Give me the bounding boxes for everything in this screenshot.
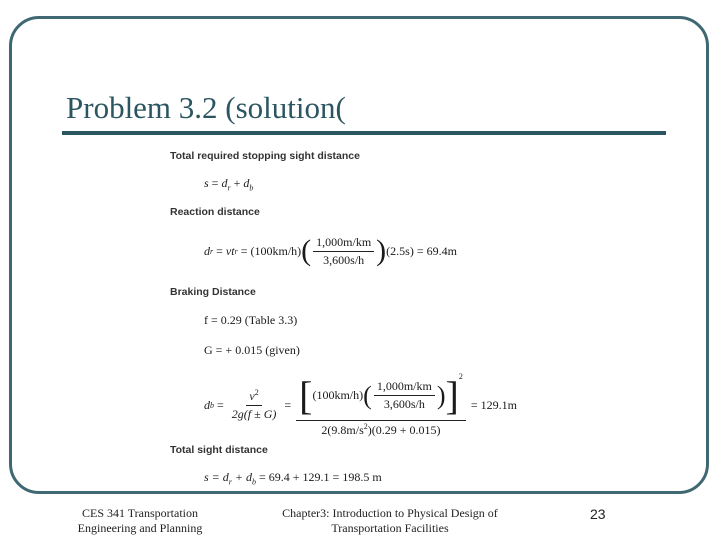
eq3-inner-right-paren: ) (436, 380, 446, 410)
friction-line: f = 0.29 (Table 3.3) (204, 313, 298, 327)
eq3-inner-fraction (374, 379, 435, 412)
eq3-inner-numerator: 1,000m/km (374, 379, 435, 396)
eq3-d-sub: b (210, 400, 214, 410)
eq3-formula-denominator: 2g(f ± G) (231, 407, 277, 421)
eq3-bracket-square: 2 (458, 372, 463, 381)
eq3-equals2: = (281, 397, 295, 412)
eq1-s: s (204, 176, 209, 190)
eq3-den-square: 2 (363, 422, 368, 431)
eq3-den-part1: 2(9.8m/s (321, 423, 364, 437)
eq1-d: d (221, 176, 228, 190)
eq3-value-denominator (318, 421, 443, 438)
eq1-b: b (249, 183, 254, 193)
equation-total-distance (204, 176, 253, 192)
eq3-left-bracket: [ (299, 373, 313, 418)
equation-reaction-distance (204, 234, 457, 268)
eq3-d: d (204, 397, 210, 412)
eq1-d2: d (243, 176, 250, 190)
eq3-den-part2: )(0.29 + 0.015) (367, 423, 441, 437)
eq3-result: = 129.1m (467, 397, 517, 412)
eq4-end: = 69.4 + 129.1 = 198.5 m (256, 470, 382, 484)
eq2-d: d (204, 243, 210, 258)
heading-braking-distance: Braking Distance (170, 286, 256, 298)
eq4-b: b (252, 477, 257, 487)
eq1-r: r (227, 183, 231, 193)
eq2-equals2: = (237, 243, 251, 258)
eq2-speed: (100km/h) (250, 243, 302, 258)
eq3-v: v (249, 389, 255, 403)
eq4-start: s = d (204, 470, 229, 484)
eq3-inner-denominator: 3,600s/h (383, 397, 425, 411)
eq1-plus: + (230, 176, 244, 190)
eq3-inner-left-paren: ( (363, 380, 372, 410)
heading-total-stopping-distance: Total required stopping sight distance (170, 150, 360, 162)
eq4-mid: + d (231, 470, 253, 484)
footer-course: CES 341 Transportation Engineering and Planning (77, 506, 203, 535)
eq2-numerator: 1,000m/km (313, 235, 374, 252)
eq2-right-paren: ) (376, 234, 387, 267)
eq3-formula-fraction (229, 388, 280, 422)
eq2-time: (2.5s) (386, 243, 414, 258)
eq2-vt: vt (225, 243, 235, 258)
eq3-formula-numerator (246, 388, 261, 406)
eq3-value-fraction (296, 372, 466, 438)
heading-total-sight-distance: Total sight distance (170, 444, 268, 456)
eq4-r: r (228, 477, 232, 487)
eq2-denominator: 3,600s/h (323, 252, 365, 267)
eq2-vt-sub: r (234, 246, 238, 256)
equation-total-sight-distance (204, 470, 382, 486)
grade-line: G = + 0.015 (given) (204, 343, 300, 357)
eq3-right-bracket: ] (445, 373, 459, 418)
eq2-left-paren: ( (301, 234, 312, 267)
footer-chapter: Chapter3: Introduction to Physical Design of Transportation Facilities (282, 506, 498, 535)
eq3-v-square: 2 (254, 388, 259, 397)
eq2-conversion-fraction (313, 235, 374, 268)
page-number: 23 (590, 506, 606, 522)
eq2-d-sub: r (210, 246, 214, 256)
slide-title: Problem 3.2 (solution( (66, 90, 346, 125)
eq2-result: = 69.4m (413, 243, 457, 258)
eq2-equals1: = (213, 243, 226, 258)
eq3-value-numerator (296, 372, 466, 421)
heading-reaction-distance: Reaction distance (170, 206, 260, 218)
equation-braking-distance (204, 372, 517, 438)
eq3-equals1: = (214, 397, 227, 412)
eq3-speed: (100km/h) (312, 388, 364, 402)
eq1-equals: = (208, 176, 222, 190)
